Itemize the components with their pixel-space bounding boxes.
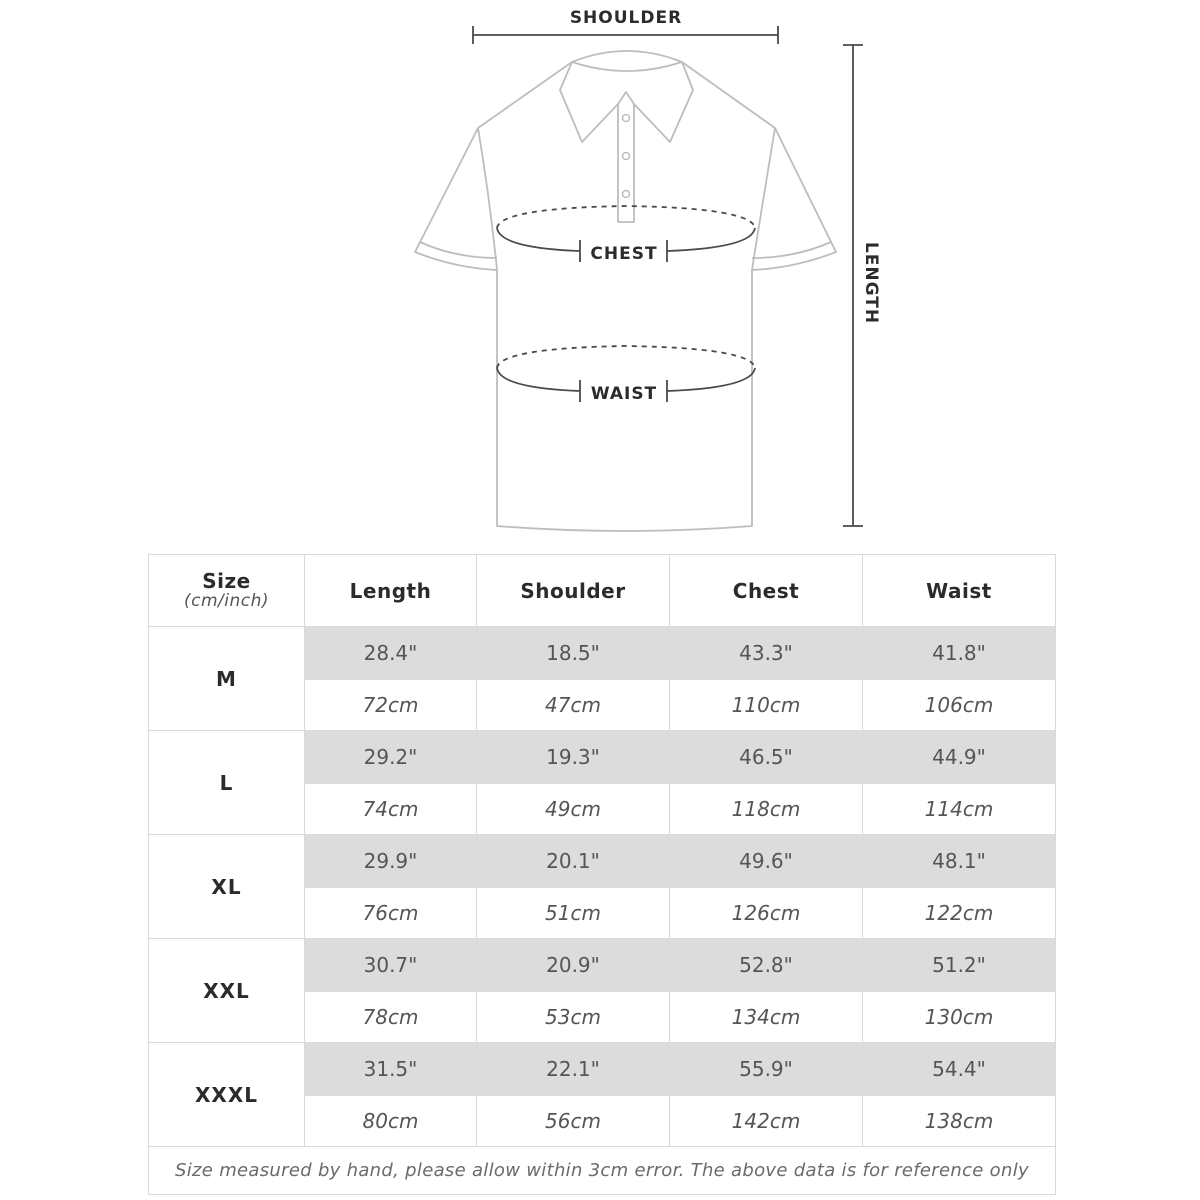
length-cm: 72cm [305, 680, 477, 731]
placket-buttons [623, 115, 630, 198]
size-label: XXXL [149, 1043, 305, 1147]
length-inch: 28.4" [305, 627, 477, 680]
shirt-measurement-diagram [0, 0, 1200, 545]
length-label: LENGTH [861, 241, 881, 325]
header-chest: Chest [670, 555, 863, 627]
waist-inch: 41.8" [863, 627, 1056, 680]
shoulder-dimension [473, 26, 778, 44]
shoulder-cm: 53cm [477, 992, 670, 1043]
table-row-inch [149, 939, 1056, 992]
size-chart-table [148, 554, 1056, 1195]
waist-cm: 114cm [863, 784, 1056, 835]
shoulder-label: SHOULDER [569, 8, 683, 28]
size-label: M [149, 627, 305, 731]
waist-inch: 48.1" [863, 835, 1056, 888]
shirt-outline [415, 51, 836, 531]
table-header-row [149, 555, 1056, 627]
shoulder-inch: 19.3" [477, 731, 670, 784]
chest-inch: 46.5" [670, 731, 863, 784]
length-inch: 29.2" [305, 731, 477, 784]
size-label: XL [149, 835, 305, 939]
length-dimension [843, 45, 863, 526]
measurement-note: Size measured by hand, please allow within 3cm error. The above data is for reference only [149, 1147, 1056, 1195]
waist-inch: 51.2" [863, 939, 1056, 992]
length-inch: 31.5" [305, 1043, 477, 1096]
waist-cm: 106cm [863, 680, 1056, 731]
length-cm: 78cm [305, 992, 477, 1043]
waist-cm: 130cm [863, 992, 1056, 1043]
chest-inch: 55.9" [670, 1043, 863, 1096]
shoulder-inch: 22.1" [477, 1043, 670, 1096]
length-inch: 30.7" [305, 939, 477, 992]
waist-inch: 54.4" [863, 1043, 1056, 1096]
chest-inch: 43.3" [670, 627, 863, 680]
chest-cm: 142cm [670, 1096, 863, 1147]
shoulder-cm: 47cm [477, 680, 670, 731]
length-cm: 80cm [305, 1096, 477, 1147]
header-size [149, 555, 305, 627]
header-size-label: Size [202, 568, 251, 593]
table-row-inch [149, 1043, 1056, 1096]
header-shoulder: Shoulder [477, 555, 670, 627]
shoulder-inch: 20.9" [477, 939, 670, 992]
shoulder-inch: 18.5" [477, 627, 670, 680]
length-inch: 29.9" [305, 835, 477, 888]
shoulder-cm: 56cm [477, 1096, 670, 1147]
header-waist: Waist [863, 555, 1056, 627]
waist-label: WAIST [590, 384, 658, 404]
length-cm: 74cm [305, 784, 477, 835]
size-label: XXL [149, 939, 305, 1043]
shoulder-cm: 49cm [477, 784, 670, 835]
shoulder-cm: 51cm [477, 888, 670, 939]
header-size-unit: (cm/inch) [183, 590, 270, 611]
chest-cm: 134cm [670, 992, 863, 1043]
header-length: Length [305, 555, 477, 627]
length-cm: 76cm [305, 888, 477, 939]
chest-cm: 118cm [670, 784, 863, 835]
chest-inch: 52.8" [670, 939, 863, 992]
table-row-inch [149, 627, 1056, 680]
chest-cm: 110cm [670, 680, 863, 731]
chest-inch: 49.6" [670, 835, 863, 888]
table-row-inch [149, 731, 1056, 784]
table-note-row [149, 1147, 1056, 1195]
waist-cm: 122cm [863, 888, 1056, 939]
chest-label: CHEST [590, 244, 658, 264]
chest-cm: 126cm [670, 888, 863, 939]
shoulder-inch: 20.1" [477, 835, 670, 888]
size-label: L [149, 731, 305, 835]
waist-inch: 44.9" [863, 731, 1056, 784]
waist-cm: 138cm [863, 1096, 1056, 1147]
table-row-inch [149, 835, 1056, 888]
